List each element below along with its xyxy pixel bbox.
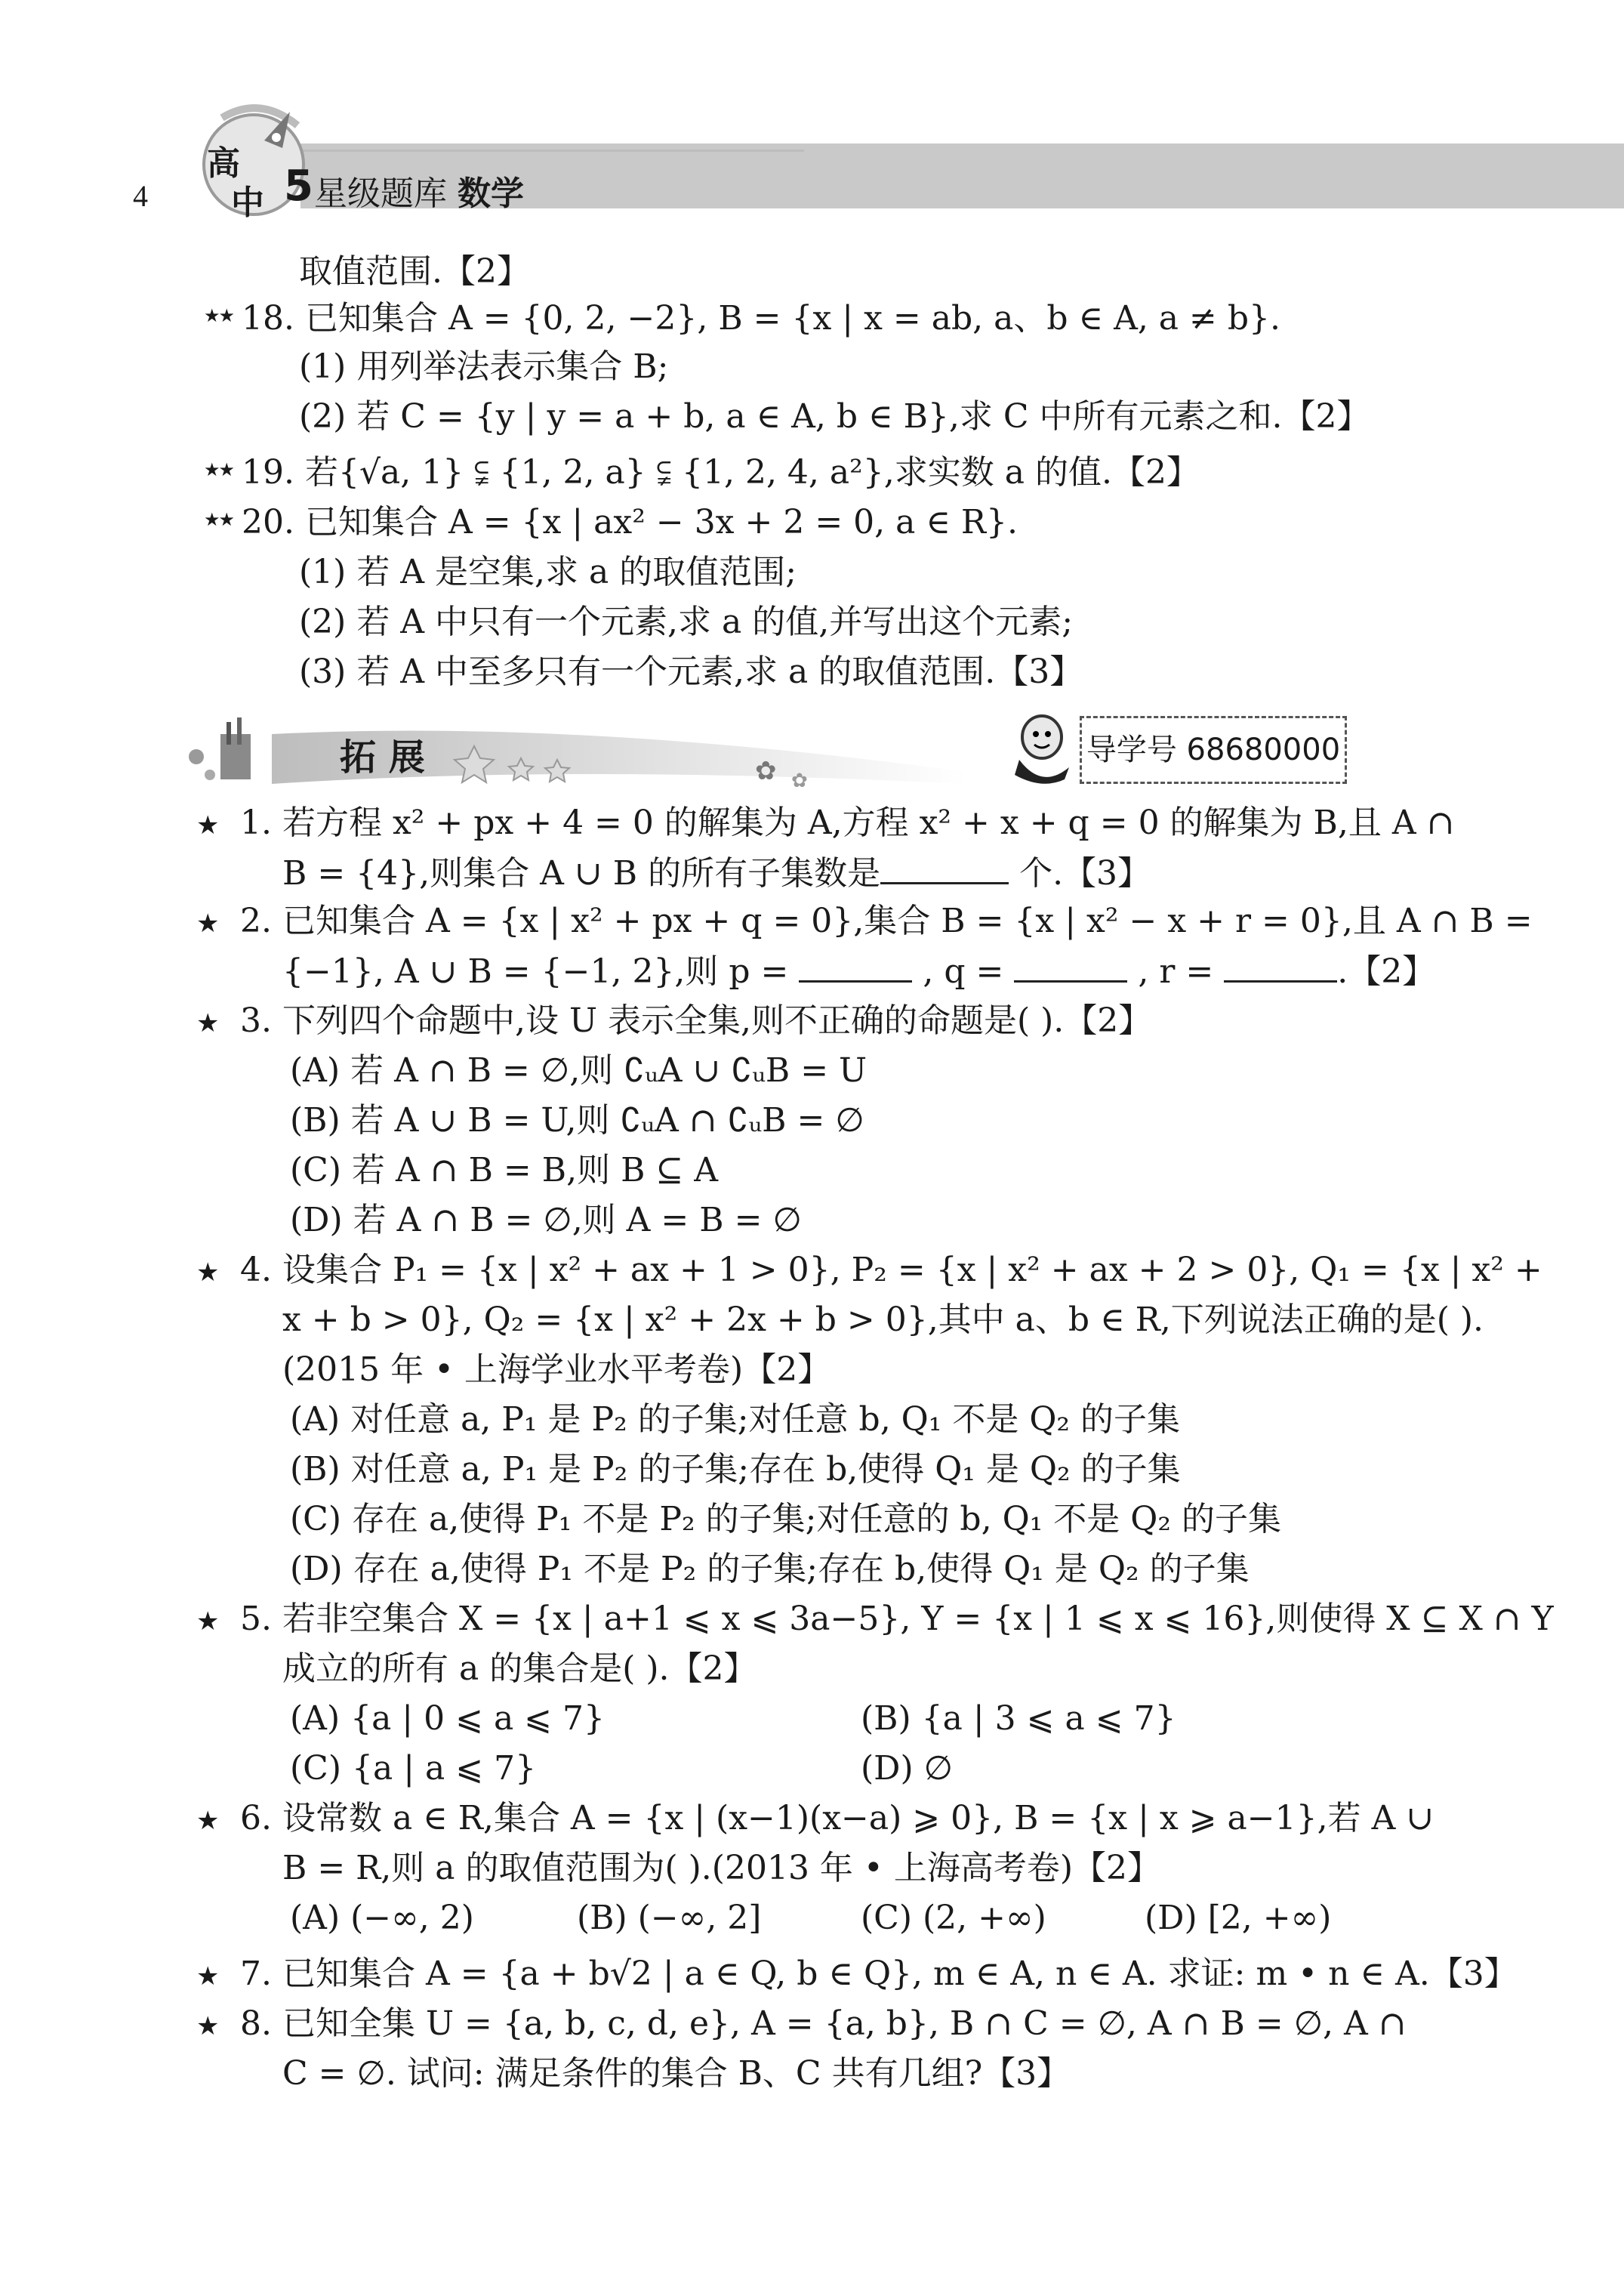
answer-blank-q[interactable] — [1014, 952, 1127, 983]
expand-problem-7: 7. 已知集合 A = {a + b√2 | a ∈ Q, b ∈ Q}, m ∈ A, n ∈ A. 求证: m • n ∈ A.【3】 — [240, 1955, 1518, 1993]
expand-problem-5: 5. 若非空集合 X = {x | a+1 ⩽ x ⩽ 3a−5}, Y = {x | 1 ⩽ x ⩽ 16},则使得 X ⊆ X ∩ Y — [240, 1600, 1554, 1638]
answer-blank-r[interactable] — [1224, 952, 1337, 983]
difficulty-star-icon: ★ — [196, 1008, 220, 1038]
expand-problem-2-b: , q = — [912, 952, 1015, 991]
expand-problem-4-option-b: (B) 对任意 a, P₁ 是 P₂ 的子集;存在 b,使得 Q₁ 是 Q₂ 的子集 — [290, 1450, 1181, 1489]
expand-problem-8: 8. 已知全集 U = {a, b, c, d, e}, A = {a, b}, B ∩ C = ∅, A ∩ B = ∅, A ∩ — [240, 2004, 1407, 2043]
difficulty-stars-icon: ★★ — [204, 509, 234, 530]
problem-19: 19. 若{√a, 1} ⫋ {1, 2, a} ⫋ {1, 2, 4, a²},求实数 a 的值.【2】 — [242, 453, 1200, 492]
expand-problem-5-option-d: (D) ∅ — [861, 1749, 953, 1788]
expand-problem-4-line-2: x + b > 0}, Q₂ = {x | x² + 2x + b > 0},其中 a、b ∈ R,下列说法正确的是( ). — [282, 1300, 1484, 1339]
expand-problem-5-option-c: (C) {a | a ⩽ 7} — [290, 1749, 537, 1788]
header-title-prefix: 星级题库 — [314, 174, 458, 213]
expand-problem-4: 4. 设集合 P₁ = {x | x² + ax + 1 > 0}, P₂ = {x | x² + ax + 2 > 0}, Q₁ = {x | x² + — [240, 1251, 1542, 1289]
problem-20-part-1: (1) 若 A 是空集,求 a 的取值范围; — [299, 553, 797, 591]
expand-problem-3-option-d: (D) 若 A ∩ B = ∅,则 A = B = ∅ — [290, 1201, 802, 1239]
difficulty-star-icon: ★ — [196, 2011, 220, 2041]
logo-char-gao: 高 — [207, 144, 240, 183]
expand-problem-6-option-d: (D) [2, +∞) — [1145, 1899, 1332, 1937]
problem-20: 20. 已知集合 A = {x | ax² − 3x + 2 = 0, a ∈ R}. — [242, 503, 1018, 541]
expand-problem-3-option-c: (C) 若 A ∩ B = B,则 B ⊆ A — [290, 1151, 719, 1189]
expand-problem-1-line-2 — [282, 853, 1151, 893]
expand-problem-1-after: 个.【3】 — [1009, 854, 1151, 893]
page-number: 4 — [133, 179, 148, 213]
problem-18-part-2: (2) 若 C = {y | y = a + b, a ∈ A, b ∈ B},求 C 中所有元素之和.【2】 — [299, 397, 1370, 436]
difficulty-star-icon: ★ — [196, 1606, 220, 1637]
expand-problem-6-option-c: (C) (2, +∞) — [861, 1899, 1046, 1937]
problem-20-part-3: (3) 若 A 中至多只有一个元素,求 a 的取值范围.【3】 — [299, 653, 1083, 691]
header-title-subject: 数学 — [458, 174, 524, 213]
difficulty-star-icon: ★ — [196, 810, 220, 841]
expand-problem-6-option-b: (B) (−∞, 2] — [577, 1899, 762, 1937]
expand-problem-3-option-a: (A) 若 A ∩ B = ∅,则 ∁ᵤA ∪ ∁ᵤB = U — [290, 1051, 867, 1090]
expand-problem-2: 2. 已知集合 A = {x | x² + px + q = 0},集合 B = {x | x² − x + r = 0},且 A ∩ B = — [240, 902, 1533, 940]
difficulty-stars-icon: ★★ — [204, 305, 234, 326]
expand-problem-3: 3. 下列四个命题中,设 U 表示全集,则不正确的命题是( ).【2】 — [240, 1001, 1152, 1040]
answer-blank-p[interactable] — [799, 952, 912, 983]
logo-char-zhong: 中 — [231, 184, 264, 222]
problem-18: 18. 已知集合 A = {0, 2, −2}, B = {x | x = ab, a、b ∈ A, a ≠ b}. — [242, 299, 1281, 338]
expand-problem-6: 6. 设常数 a ∈ R,集合 A = {x | (x−1)(x−a) ⩾ 0}, B = {x | x ⩾ a−1},若 A ∪ — [240, 1799, 1434, 1837]
difficulty-star-icon: ★ — [196, 1257, 220, 1288]
expand-problem-2-c: , r = — [1127, 952, 1225, 991]
expand-section-title: 拓 展 — [340, 736, 425, 779]
difficulty-star-icon: ★ — [196, 1961, 220, 1992]
header-title — [314, 166, 524, 214]
answer-blank[interactable] — [880, 853, 1009, 884]
expand-problem-4-option-d: (D) 存在 a,使得 P₁ 不是 P₂ 的子集;存在 b,使得 Q₁ 是 Q₂ 的子集 — [290, 1550, 1250, 1588]
difficulty-star-icon: ★ — [196, 909, 220, 939]
difficulty-star-icon: ★ — [196, 1806, 220, 1836]
expand-problem-2-d: .【2】 — [1337, 952, 1436, 991]
guide-number-box: 导学号 68680000 — [1080, 716, 1347, 784]
expand-problem-6-option-a: (A) (−∞, 2) — [290, 1899, 474, 1937]
difficulty-stars-icon: ★★ — [204, 459, 234, 480]
expand-problem-4-source: (2015 年 • 上海学业水平考卷)【2】 — [282, 1350, 831, 1389]
expand-problem-3-option-b: (B) 若 A ∪ B = U,则 ∁ᵤA ∩ ∁ᵤB = ∅ — [290, 1101, 864, 1140]
expand-problem-1-text: B = {4},则集合 A ∪ B 的所有子集数是 — [282, 854, 881, 893]
expand-problem-6-line-2: B = R,则 a 的取值范围为( ).(2013 年 • 上海高考卷)【2】 — [282, 1849, 1161, 1887]
expand-problem-1: 1. 若方程 x² + px + 4 = 0 的解集为 A,方程 x² + x + q = 0 的解集为 B,且 A ∩ — [240, 804, 1455, 842]
expand-problem-5-option-b: (B) {a | 3 ⩽ a ⩽ 7} — [861, 1699, 1176, 1738]
problem-20-part-2: (2) 若 A 中只有一个元素,求 a 的值,并写出这个元素; — [299, 603, 1074, 641]
mascot-icon — [1004, 707, 1080, 790]
expand-problem-2-a: {−1}, A ∪ B = {−1, 2},则 p = — [282, 952, 800, 991]
header-divider — [272, 150, 804, 152]
problem-18-part-1: (1) 用列举法表示集合 B; — [299, 347, 669, 386]
expand-problem-2-line-2 — [282, 952, 1435, 992]
line-continuation: 取值范围.【2】 — [299, 252, 530, 291]
expand-problem-4-option-a: (A) 对任意 a, P₁ 是 P₂ 的子集;对任意 b, Q₁ 不是 Q₂ 的子集 — [290, 1400, 1181, 1439]
header-five: 5 — [284, 162, 313, 211]
svg-text:✿: ✿ — [791, 770, 808, 791]
expand-problem-8-line-2: C = ∅. 试问: 满足条件的集合 B、C 共有几组?【3】 — [282, 2054, 1071, 2093]
expand-problem-5-option-a: (A) {a | 0 ⩽ a ⩽ 7} — [290, 1699, 606, 1738]
expand-problem-5-line-2: 成立的所有 a 的集合是( ).【2】 — [282, 1649, 757, 1688]
svg-text:✿: ✿ — [755, 756, 777, 786]
expand-problem-4-option-c: (C) 存在 a,使得 P₁ 不是 P₂ 的子集;对任意的 b, Q₁ 不是 Q₂ 的子集 — [290, 1500, 1281, 1538]
expand-section-banner — [181, 711, 981, 791]
